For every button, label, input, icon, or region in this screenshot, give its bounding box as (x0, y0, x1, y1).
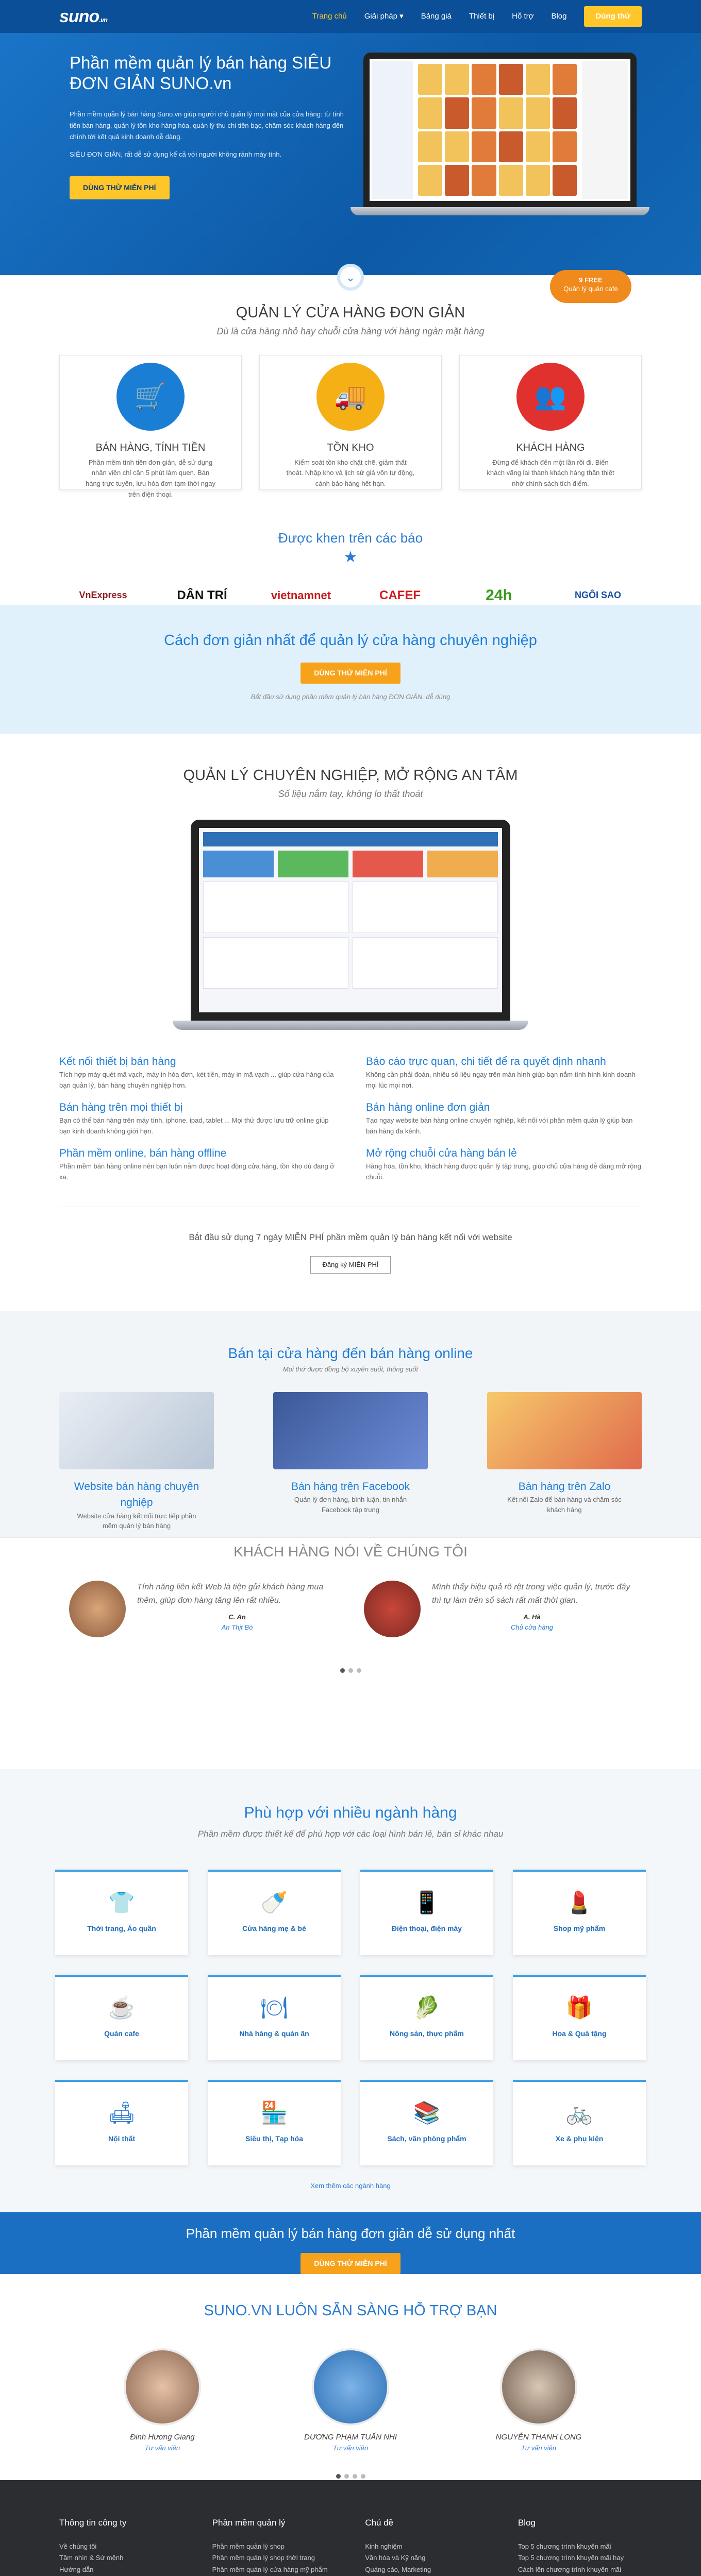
footer-link[interactable]: Top 5 chương trình khuyến mãi hay (518, 2554, 624, 2562)
avatar (312, 2348, 389, 2426)
hero-title: Phần mềm quản lý bán hàng SIÊU ĐƠN GIẢN SUNO.vn (70, 53, 332, 93)
industries (0, 1769, 701, 2212)
laptop-image (363, 53, 637, 215)
industry-label: Nông sản, thực phẩm (390, 2029, 464, 2038)
industry-icon: 🥬 (413, 1995, 441, 2020)
industry-label: Quán cafe (104, 2029, 139, 2038)
footer-link[interactable]: Phần mềm quản lý cửa hàng mỹ phẩm (212, 2566, 328, 2573)
cart-icon: 🛒 (116, 363, 185, 431)
users-icon: 👥 (516, 363, 585, 431)
suno-logo[interactable]: suno.vn (59, 6, 108, 26)
footer-link[interactable]: Phần mềm quản lý shop thời trang (212, 2554, 315, 2562)
nav-home[interactable]: Trang chủ (312, 11, 347, 21)
footer-link[interactable]: Hướng dẫn (59, 2566, 94, 2573)
industry-label: Shop mỹ phẩm (553, 1924, 606, 1933)
industry-label: Nhà hàng & quán ăn (239, 2029, 309, 2038)
footer-column (365, 2516, 489, 2576)
industry-grid (0, 1870, 701, 2165)
industry-label: Điện thoại, điện máy (391, 1924, 462, 1933)
footer-link[interactable]: Kinh nghiệm (365, 2542, 403, 2550)
industry-card[interactable] (513, 2080, 646, 2165)
section-subtitle: Dù là cửa hàng nhỏ hay chuỗi cửa hàng với hàng ngàn mặt hàng (216, 326, 485, 336)
online-sales (0, 1311, 701, 1537)
feature-card-sales (59, 355, 242, 498)
team-member: NGUYỄN THANH LONG Tư vấn viên (477, 2348, 600, 2453)
industry-icon: 👕 (108, 1890, 136, 1914)
industry-card[interactable] (513, 1870, 646, 1955)
industry-label: Xe & phụ kiện (555, 2134, 604, 2143)
press-logo-dantri[interactable]: DÂN TRÍ (177, 588, 227, 602)
easy-cta (0, 605, 701, 734)
support-title: SUNO.VN LUÔN SẴN SÀNG HỖ TRỢ BẠN (204, 2302, 497, 2319)
testimonial-item: Tính năng liên kết Web là tiện gửi khách hàng mua thêm, giúp đơn hàng tăng lên rất nhiều. C. An An Thịt Bò (69, 1581, 337, 1637)
footer-column (212, 2516, 336, 2576)
nav-devices[interactable]: Thiết bị (469, 11, 495, 21)
card-title: KHÁCH HÀNG (516, 442, 585, 453)
avatar (124, 2348, 201, 2426)
hero-desc: Phần mềm quản lý bán hàng Suno.vn giúp người chủ quản lý mọi mặt của cửa hàng: từ tính tiền bán hàng, quản lý tồn kho hàng hóa, quản lý thu chi tiền bạc, chăm sóc khách hàng đến chính tới kết quả kinh doanh dễ dàng. (70, 110, 344, 141)
press-logo-ngoisao[interactable]: NGÔI SAO (574, 590, 621, 600)
industry-label: Nội thất (108, 2134, 136, 2143)
team-member: DƯƠNG PHẠM TUẤN NHI Tư vấn viên (289, 2348, 412, 2453)
industries-subtitle: Phần mềm được thiết kế để phù hợp với các loại hình bán lẻ, bán sỉ khác nhau (197, 1829, 504, 1839)
testimonials-title: KHÁCH HÀNG NÓI VỀ CHÚNG TÔI (233, 1544, 468, 1560)
industry-card[interactable] (360, 1975, 493, 2060)
online-subtitle: Mọi thứ được đồng bộ xuyên suốt, thông suốt (282, 1365, 419, 1373)
footer-heading: Blog (518, 2518, 536, 2528)
easy-trial-button[interactable]: DÙNG THỬ MIỄN PHÍ (301, 663, 400, 684)
feature-multi-device: Bán hàng trên mọi thiết bị Bạn có thể bán hàng trên máy tính, iphone, ipad, tablet ... Mọi thứ được lưu trữ online giúp bạn kinh doanh không giới hạn. (59, 1101, 329, 1135)
avatar (364, 1581, 421, 1637)
hero (0, 33, 701, 284)
channel-zalo[interactable]: Bán hàng trên Zalo Kết nối Zalo để bán hàng và chăm sóc khách hàng (487, 1392, 642, 1531)
footer-column (518, 2516, 642, 2576)
footer-link[interactable]: Quảng cáo, Marketing (365, 2566, 431, 2573)
bottom-banner (0, 2212, 701, 2274)
site-header (0, 0, 701, 33)
industry-icon: 🛋 (108, 2100, 136, 2125)
free-cafe-badge[interactable]: 9 FREE Quản lý quán cafe (550, 270, 631, 303)
industry-card[interactable] (55, 2080, 188, 2165)
industry-icon: 🍽 (260, 1995, 288, 2020)
channel-facebook[interactable]: Bán hàng trên Facebook Quản lý đơn hàng, bình luận, tin nhắn Facebook tập trung (273, 1392, 428, 1531)
testimonial-item: Mình thấy hiệu quả rõ rệt trong việc quản lý, trước đây thì tự làm trên sổ sách rất mất thời gian. A. Hà Chủ cửa hàng (364, 1581, 632, 1637)
press-logo-vnexpress[interactable]: VnExpress (79, 590, 127, 600)
card-title: BÁN HÀNG, TÍNH TIỀN (95, 442, 206, 453)
footer-heading: Phần mềm quản lý (212, 2518, 286, 2528)
easy-note: Bắt đầu sử dụng phần mềm quản lý bán hàng ĐƠN GIẢN, dễ dùng (251, 692, 450, 701)
nav-pricing[interactable]: Bảng giá (421, 11, 452, 21)
press-logo-24h[interactable]: 24h (486, 587, 512, 604)
footer-link[interactable]: Về chúng tôi (59, 2542, 97, 2550)
press-logo-vietnamnet[interactable]: vietnamnet (271, 589, 331, 602)
industry-label: Hoa & Quà tặng (552, 2029, 607, 2038)
industry-card[interactable] (208, 2080, 341, 2165)
industry-card[interactable] (208, 1975, 341, 2060)
footer-link[interactable]: Top 5 chương trình khuyến mãi (518, 2542, 611, 2550)
nav-blog[interactable]: Blog (551, 11, 567, 21)
feature-devices: Kết nối thiết bị bán hàng Tích hợp máy quét mã vạch, máy in hóa đơn, két tiền, máy in mã vạch ... giúp cửa hàng của bạn quản lý, bán hàng chuyên nghiệp hơn. (59, 1055, 334, 1089)
team-member: Đinh Hương Giang Tư vấn viên (101, 2348, 224, 2453)
press-title: Được khen trên các báo (278, 530, 423, 546)
footer-heading: Thông tin công ty (59, 2518, 127, 2528)
scroll-down-icon[interactable]: ⌄ (337, 264, 364, 291)
footer-column (59, 2516, 183, 2576)
card-text: Phần mềm tính tiền đơn giản, dễ sử dụng nhân viên chỉ cần 5 phút làm quen. Bán hàng trực tuyến, lưu hóa đơn tạm thời ngay trên điện thoại. (86, 458, 215, 498)
register-free-button[interactable]: Đăng ký MIỄN PHÍ (310, 1256, 390, 1274)
carousel-dots[interactable] (59, 2474, 642, 2479)
carousel-dots[interactable] (0, 1668, 701, 1673)
footer-link[interactable]: Cách lên chương trình khuyến mãi (518, 2566, 622, 2573)
industry-card[interactable] (513, 1975, 646, 2060)
industry-label: Siêu thị, Tạp hóa (245, 2134, 303, 2143)
industries-title: Phù hợp với nhiều ngành hàng (244, 1804, 457, 1821)
footer-link[interactable]: Tầm nhìn & Sứ mệnh (59, 2554, 124, 2562)
industry-card[interactable] (55, 1870, 188, 1955)
industry-icon: 🎁 (565, 1995, 593, 2020)
industry-card[interactable] (360, 1870, 493, 1955)
hero-desc-2: SIÊU ĐƠN GIẢN, rất dễ sử dụng kể cả với người không rành máy tính. (70, 150, 282, 159)
industry-icon: 🍼 (260, 1890, 288, 1914)
online-title: Bán tại cửa hàng đến bán hàng online (228, 1345, 473, 1361)
footer-link[interactable]: Văn hóa và Kỹ năng (365, 2554, 426, 2562)
section-title: QUẢN LÝ CHUYÊN NGHIỆP, MỞ RỘNG AN TÂM (183, 767, 518, 784)
feature-reports: Báo cáo trực quan, chi tiết để ra quyết định nhanh Không cần phải đoán, nhiều số liệu ngay trên màn hình giúp bạn nắm tình hình kinh doanh mọi lúc mọi nơi. (366, 1055, 636, 1089)
card-text: Đừng để khách đến một lần rồi đi. Biến khách vãng lai thành khách hàng thân thiết nhờ chính sách tích điểm. (487, 458, 614, 488)
trial-header-button[interactable]: Dùng thử (584, 6, 642, 27)
nav-support[interactable]: Hỗ trợ (512, 11, 534, 21)
footer-links (0, 2480, 701, 2576)
easy-title: Cách đơn giản nhất để quản lý cửa hàng chuyên nghiệp (164, 632, 537, 649)
pro-management (0, 734, 701, 1311)
feature-online: Bán hàng online đơn giản Tạo ngay website bán hàng online chuyên nghiệp, kết nối với phần mềm quản lý giúp bạn bán hàng đa kênh. (366, 1101, 633, 1135)
testimonials (0, 1537, 701, 1769)
press-logo-cafef[interactable]: CAFEF (379, 588, 421, 602)
main-nav (312, 6, 642, 27)
industry-label: Cửa hàng mẹ & bé (242, 1924, 306, 1933)
support-team (0, 2274, 701, 2480)
feature-offline: Phần mềm online, bán hàng offline Phần mềm bán hàng online nên bạn luôn nắm được hoạt động cửa hàng, tồn kho dù đang ở xa. (59, 1147, 335, 1181)
section-title: QUẢN LÝ CỬA HÀNG ĐƠN GIẢN (236, 304, 465, 321)
industry-icon: 📚 (413, 2100, 441, 2125)
banner-title: Phần mềm quản lý bán hàng đơn giản dễ sử dụng nhất (186, 2226, 515, 2241)
feature-card-stock (259, 355, 442, 490)
banner-trial-button[interactable]: DÙNG THỬ MIỄN PHÍ (301, 2253, 400, 2274)
industry-icon: 📱 (413, 1890, 441, 1914)
pro-cta-text: Bắt đầu sử dụng 7 ngày MIỄN PHÍ phần mềm quản lý bán hàng kết nối với website (189, 1232, 512, 1242)
industry-label: Sách, văn phòng phẩm (387, 2134, 466, 2143)
nav-solutions[interactable]: Giải pháp ▾ (364, 11, 404, 21)
simple-management (0, 275, 701, 605)
industry-card[interactable] (208, 1870, 341, 1955)
industry-icon: 🏪 (260, 2100, 288, 2125)
industry-card[interactable] (55, 1975, 188, 2060)
more-industries-link[interactable]: Xem thêm các ngành hàng (310, 2181, 391, 2190)
footer-link[interactable]: Phần mềm quản lý shop (212, 2542, 285, 2550)
feature-chain: Mở rộng chuỗi cửa hàng bán lẻ Hàng hóa, tồn kho, khách hàng được quản lý tập trung, giúp chủ cửa hàng dễ dàng mở rộng chuỗi. (366, 1147, 641, 1181)
avatar (69, 1581, 126, 1637)
industry-icon: 🚲 (565, 2100, 593, 2125)
footer-heading: Chủ đề (365, 2518, 394, 2528)
card-text: Kiểm soát tồn kho chặt chẽ, giảm thất thoát. Nhập kho và lịch sử giá vốn tự động, cảnh báo hàng hết hạn. (286, 458, 415, 488)
industry-card[interactable] (360, 2080, 493, 2165)
industry-icon: ☕ (108, 1995, 136, 2020)
dashboard-laptop-image (191, 820, 510, 1030)
section-subtitle: Số liệu nắm tay, không lo thất thoát (278, 788, 423, 799)
industry-icon: 💄 (565, 1890, 593, 1914)
industry-label: Thời trang, Áo quần (87, 1924, 156, 1933)
hero-trial-button[interactable]: DÙNG THỬ MIỄN PHÍ (70, 176, 170, 199)
truck-icon: 🚚 (316, 363, 385, 431)
feature-card-customers (459, 355, 642, 490)
channel-website[interactable]: Website bán hàng chuyên nghiệp Website cửa hàng kết nối trực tiếp phần mềm quản lý bán hàng (59, 1392, 214, 1531)
card-title: TỒN KHO (327, 442, 374, 453)
avatar (500, 2348, 577, 2426)
star-icon: ★ (343, 548, 358, 566)
